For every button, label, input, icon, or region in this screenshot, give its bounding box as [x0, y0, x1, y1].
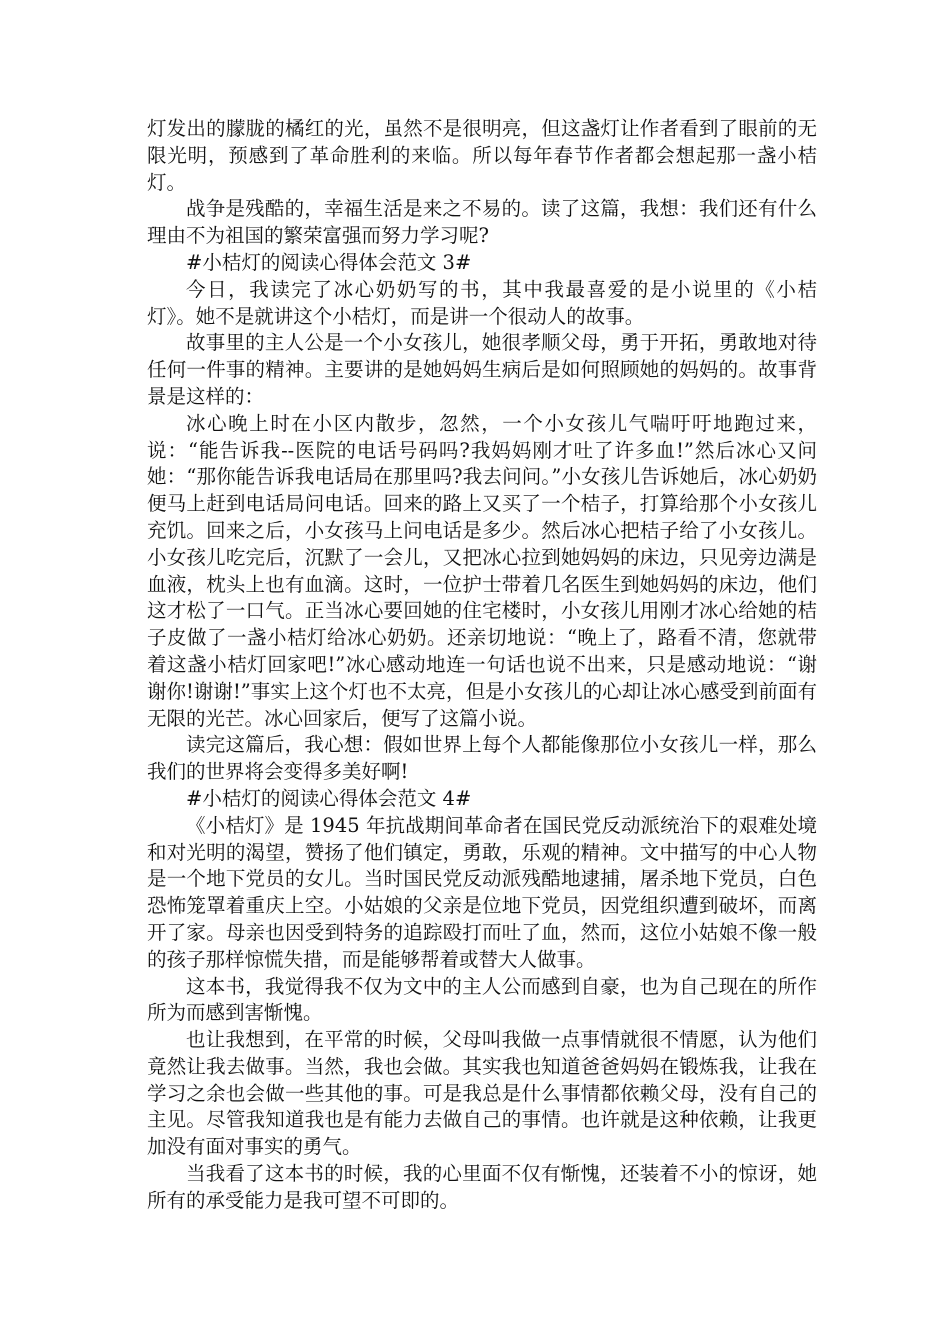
paragraph-today-read: 今日，我读完了冰心奶奶写的书，其中我最喜爱的是小说里的《小桔灯》。她不是就讲这个小桔灯，而是讲一个很动人的故事。: [147, 277, 817, 328]
paragraph-pride-shame: 这本书，我觉得我不仅为文中的主人公而感到自豪，也为自己现在的所作所为而感到害惭愧。: [147, 974, 817, 1025]
paragraph-protagonist: 故事里的主人公是一个小女孩儿，她很孝顺父母，勇于开拓，勇敢地对待任何一件事的精神。主要讲的是她妈妈生病后是如何照顾她的妈妈的。故事背景是这样的：: [147, 331, 817, 408]
section-heading-essay-4: #小桔灯的阅读心得体会范文 4#: [186, 786, 472, 810]
paragraph-war-reflection: 战争是残酷的，幸福生活是来之不易的。读了这篇，我想：我们还有什么理由不为祖国的繁荣富强而努力学习呢?: [147, 197, 817, 248]
paragraph-story-background: 冰心晚上时在小区内散步，忽然，一个小女孩儿气喘吁吁地跑过来，说：“能告诉我--医院的电话号码吗?我妈妈刚才吐了许多血!”然后冰心又问她：“那你能告诉我电话局在那里吗?我去问问。”小女孩儿告诉她后，冰心奶奶便马上赶到电话局问电话。回来的路上又买了一个桔子，打算给那个小女孩儿充饥。回来之后，小女孩马上问电话是多少。然后冰心把桔子给了小女孩儿。小女孩儿吃完后，沉默了一会儿，又把冰心拉到她妈妈的床边，只见旁边满是血液，枕头上也有血滴。这时，一位护士带着几名医生到她妈妈的床边，他们这才松了一口气。正当冰心要回她的住宅楼时，小女孩儿用刚才冰心给她的桔子皮做了一盏小桔灯给冰心奶奶。还亲切地说：“晚上了，路看不清，您就带着这盏小桔灯回家吧!”冰心感动地连一句话也说不出来，只是感动地说：“谢谢你!谢谢!”事实上这个灯也不太亮，但是小女孩儿的心却让冰心感受到前面有无限的光芒。冰心回家后，便写了这篇小说。: [147, 411, 817, 730]
section-heading-essay-3: #小桔灯的阅读心得体会范文 3#: [186, 250, 472, 274]
paragraph-intro-continuation: 灯发出的朦胧的橘红的光，虽然不是很明亮，但这盏灯让作者看到了眼前的无限光明，预感到了革命胜利的来临。所以每年春节作者都会想起那一盏小桔灯。: [147, 117, 817, 194]
paragraph-conclusion: 当我看了这本书的时候，我的心里面不仅有惭愧，还装着不小的惊讶，她所有的承受能力是我可望不可即的。: [147, 1162, 817, 1212]
paragraph-1945-context: 《小桔灯》是 1945 年抗战期间革命者在国民党反动派统治下的艰难处境和对光明的渴望，赞扬了他们镇定，勇敢，乐观的精神。文中描写的中心人物是一个地下党员的女儿。当时国民党反动派残酷地逮捕，屠杀地下党员，白色恐怖笼罩着重庆上空。小姑娘的父亲是位地下党员，因党组织遭到破坏，而离开了家。母亲也因受到特务的追踪殴打而吐了血，然而，这位小姑娘不像一般的孩子那样惊慌失措，而是能够帮着或替大人做事。: [147, 813, 817, 971]
paragraph-reflection-parents: 也让我想到，在平常的时候，父母叫我做一点事情就很不情愿，认为他们竟然让我去做事。当然，我也会做。其实我也知道爸爸妈妈在锻炼我，让我在学习之余也会做一些其他的事。可是我总是什么事情都依赖父母，没有自己的主见。尽管我知道我也是有能力去做自己的事情。也许就是这种依赖，让我更加没有面对事实的勇气。: [147, 1028, 817, 1159]
paragraph-after-reading: 读完这篇后，我心想：假如世界上每个人都能像那位小女孩儿一样，那么我们的世界将会变得多美好啊!: [147, 733, 817, 784]
document-page: [147, 116, 817, 1215]
